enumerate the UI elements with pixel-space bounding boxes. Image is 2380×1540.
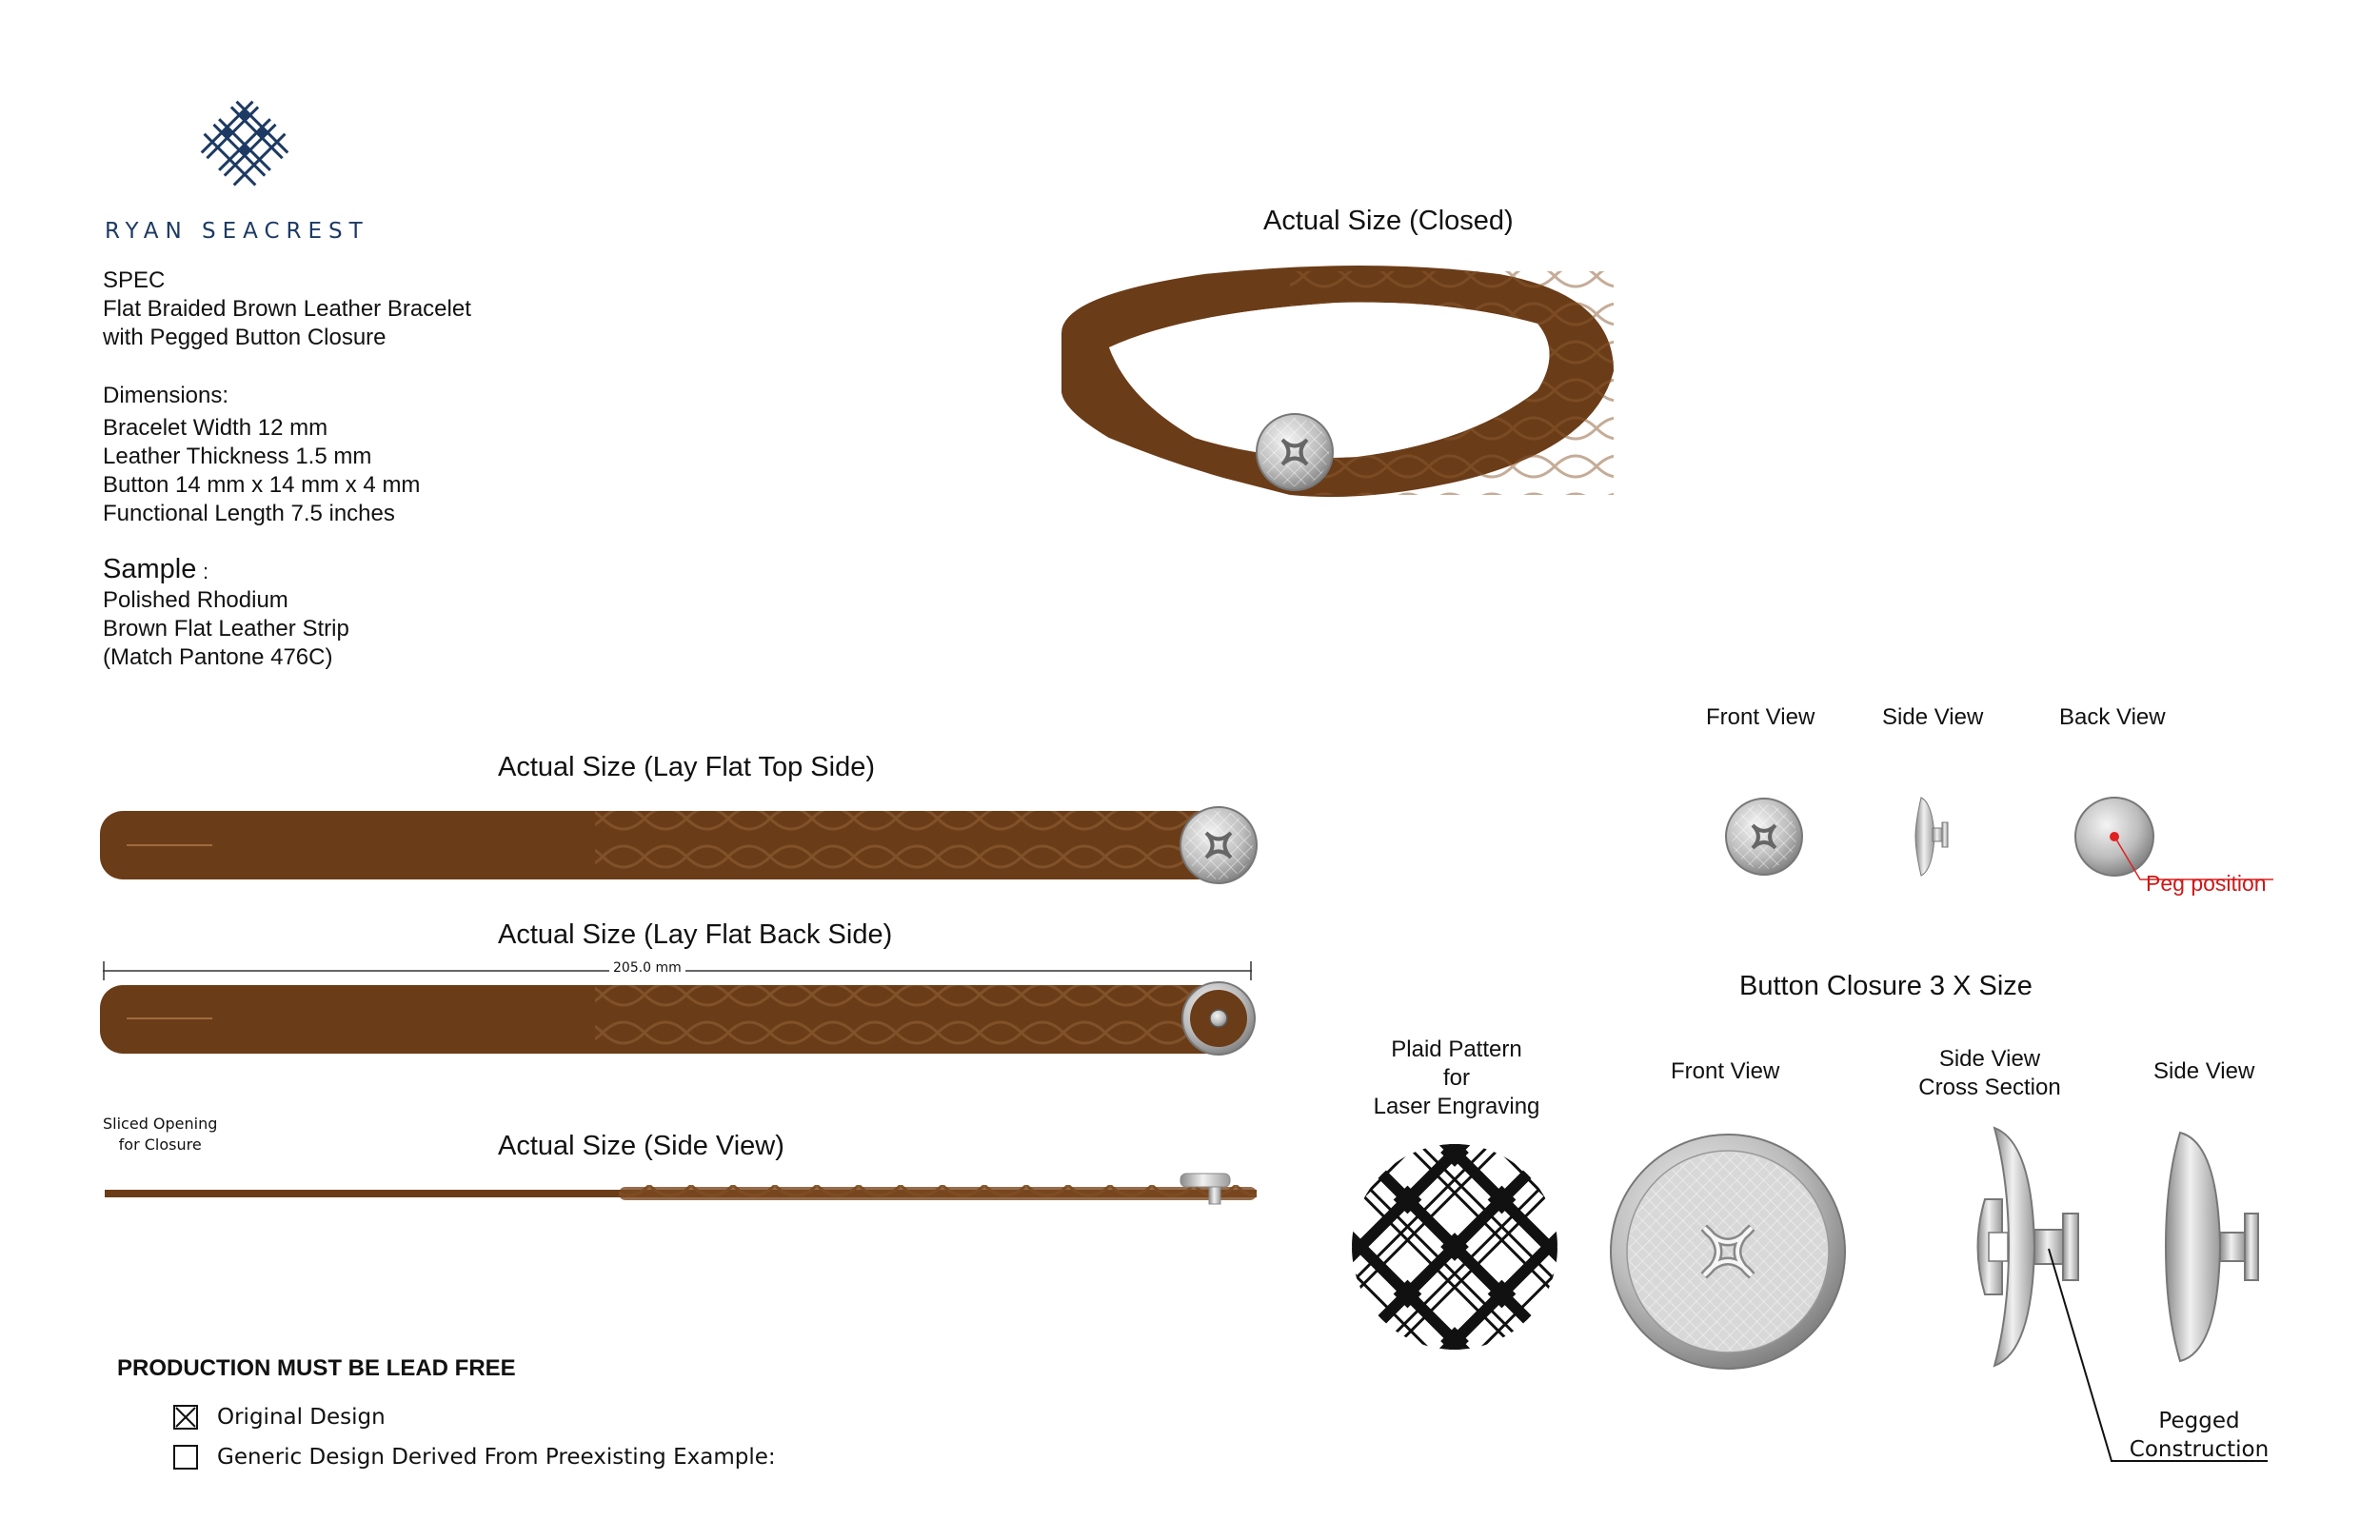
cross-label-line: Side View <box>1938 1046 2041 1072</box>
large-side-button <box>2161 1123 2285 1371</box>
original-design-checkbox[interactable] <box>173 1405 198 1430</box>
sample-title: Sample <box>103 554 197 584</box>
spec-line2: with Pegged Button Closure <box>103 325 387 350</box>
bracelet-back-drawing <box>100 976 1266 1071</box>
sample-colon: : <box>203 560 209 583</box>
button-closure-title: Button Closure 3 X Size <box>1739 971 2033 1001</box>
large-front-label: Front View <box>1671 1058 1780 1084</box>
dimension-item: Leather Thickness 1.5 mm <box>103 444 372 469</box>
dimensions-title: Dimensions: <box>103 383 229 408</box>
sample-item: (Match Pantone 476C) <box>103 644 333 670</box>
dimension-item: Button 14 mm x 14 mm x 4 mm <box>103 472 421 498</box>
spec-line1: Flat Braided Brown Leather Bracelet <box>103 296 471 322</box>
small-front-button <box>1723 796 1805 878</box>
plaid-pattern-engraving <box>1350 1142 1559 1352</box>
sliced-opening-label <box>103 1114 217 1155</box>
bracelet-side-drawing <box>105 1166 1266 1214</box>
small-back-label: Back View <box>2059 704 2166 730</box>
generic-design-label: Generic Design Derived From Preexisting Example: <box>217 1445 776 1470</box>
bracelet-closed-drawing <box>1052 257 1623 509</box>
original-design-label: Original Design <box>217 1405 386 1430</box>
pegged-construction-label <box>2118 1407 2280 1464</box>
large-cross-section-label <box>1894 1045 2085 1102</box>
dimension-item: Functional Length 7.5 inches <box>103 501 395 526</box>
cross-label-line: Cross Section <box>1918 1075 2061 1100</box>
small-back-button <box>2073 794 2159 879</box>
view-title-back: Actual Size (Lay Flat Back Side) <box>498 919 893 950</box>
peg-position-label: Peg position <box>2146 871 2267 896</box>
large-side-label: Side View <box>2153 1058 2255 1084</box>
small-side-label: Side View <box>1882 704 1984 730</box>
sample-item: Brown Flat Leather Strip <box>103 616 349 642</box>
view-title-closed: Actual Size (Closed) <box>1263 206 1514 236</box>
sliced-opening-line: for Closure <box>118 1135 202 1154</box>
view-title-side: Actual Size (Side View) <box>498 1131 784 1161</box>
sliced-opening-line: Sliced Opening <box>103 1115 218 1133</box>
large-front-button <box>1609 1133 1847 1371</box>
check-x-icon <box>175 1407 196 1428</box>
sample-item: Polished Rhodium <box>103 587 288 613</box>
plaid-diamond-logo-icon <box>195 95 294 194</box>
small-side-button <box>1914 794 1956 879</box>
lead-free-warning: PRODUCTION MUST BE LEAD FREE <box>117 1355 516 1381</box>
view-title-top: Actual Size (Lay Flat Top Side) <box>498 752 875 782</box>
spec-heading: SPEC <box>103 267 166 293</box>
bracelet-top-drawing <box>100 800 1266 895</box>
small-front-label: Front View <box>1706 704 1815 730</box>
generic-design-checkbox[interactable] <box>173 1445 198 1470</box>
plaid-label-line: Laser Engraving <box>1373 1094 1540 1119</box>
plaid-pattern-label <box>1366 1036 1547 1121</box>
dimension-item: Bracelet Width 12 mm <box>103 415 328 441</box>
brand-name: RYAN SEACREST <box>105 219 369 244</box>
pegged-label-line: Pegged <box>2158 1409 2240 1433</box>
pegged-label-line: Construction <box>2129 1437 2270 1462</box>
plaid-label-line: for <box>1442 1065 1470 1091</box>
plaid-label-line: Plaid Pattern <box>1391 1037 1522 1062</box>
length-dimension-label: 205.0 mm <box>609 960 685 976</box>
